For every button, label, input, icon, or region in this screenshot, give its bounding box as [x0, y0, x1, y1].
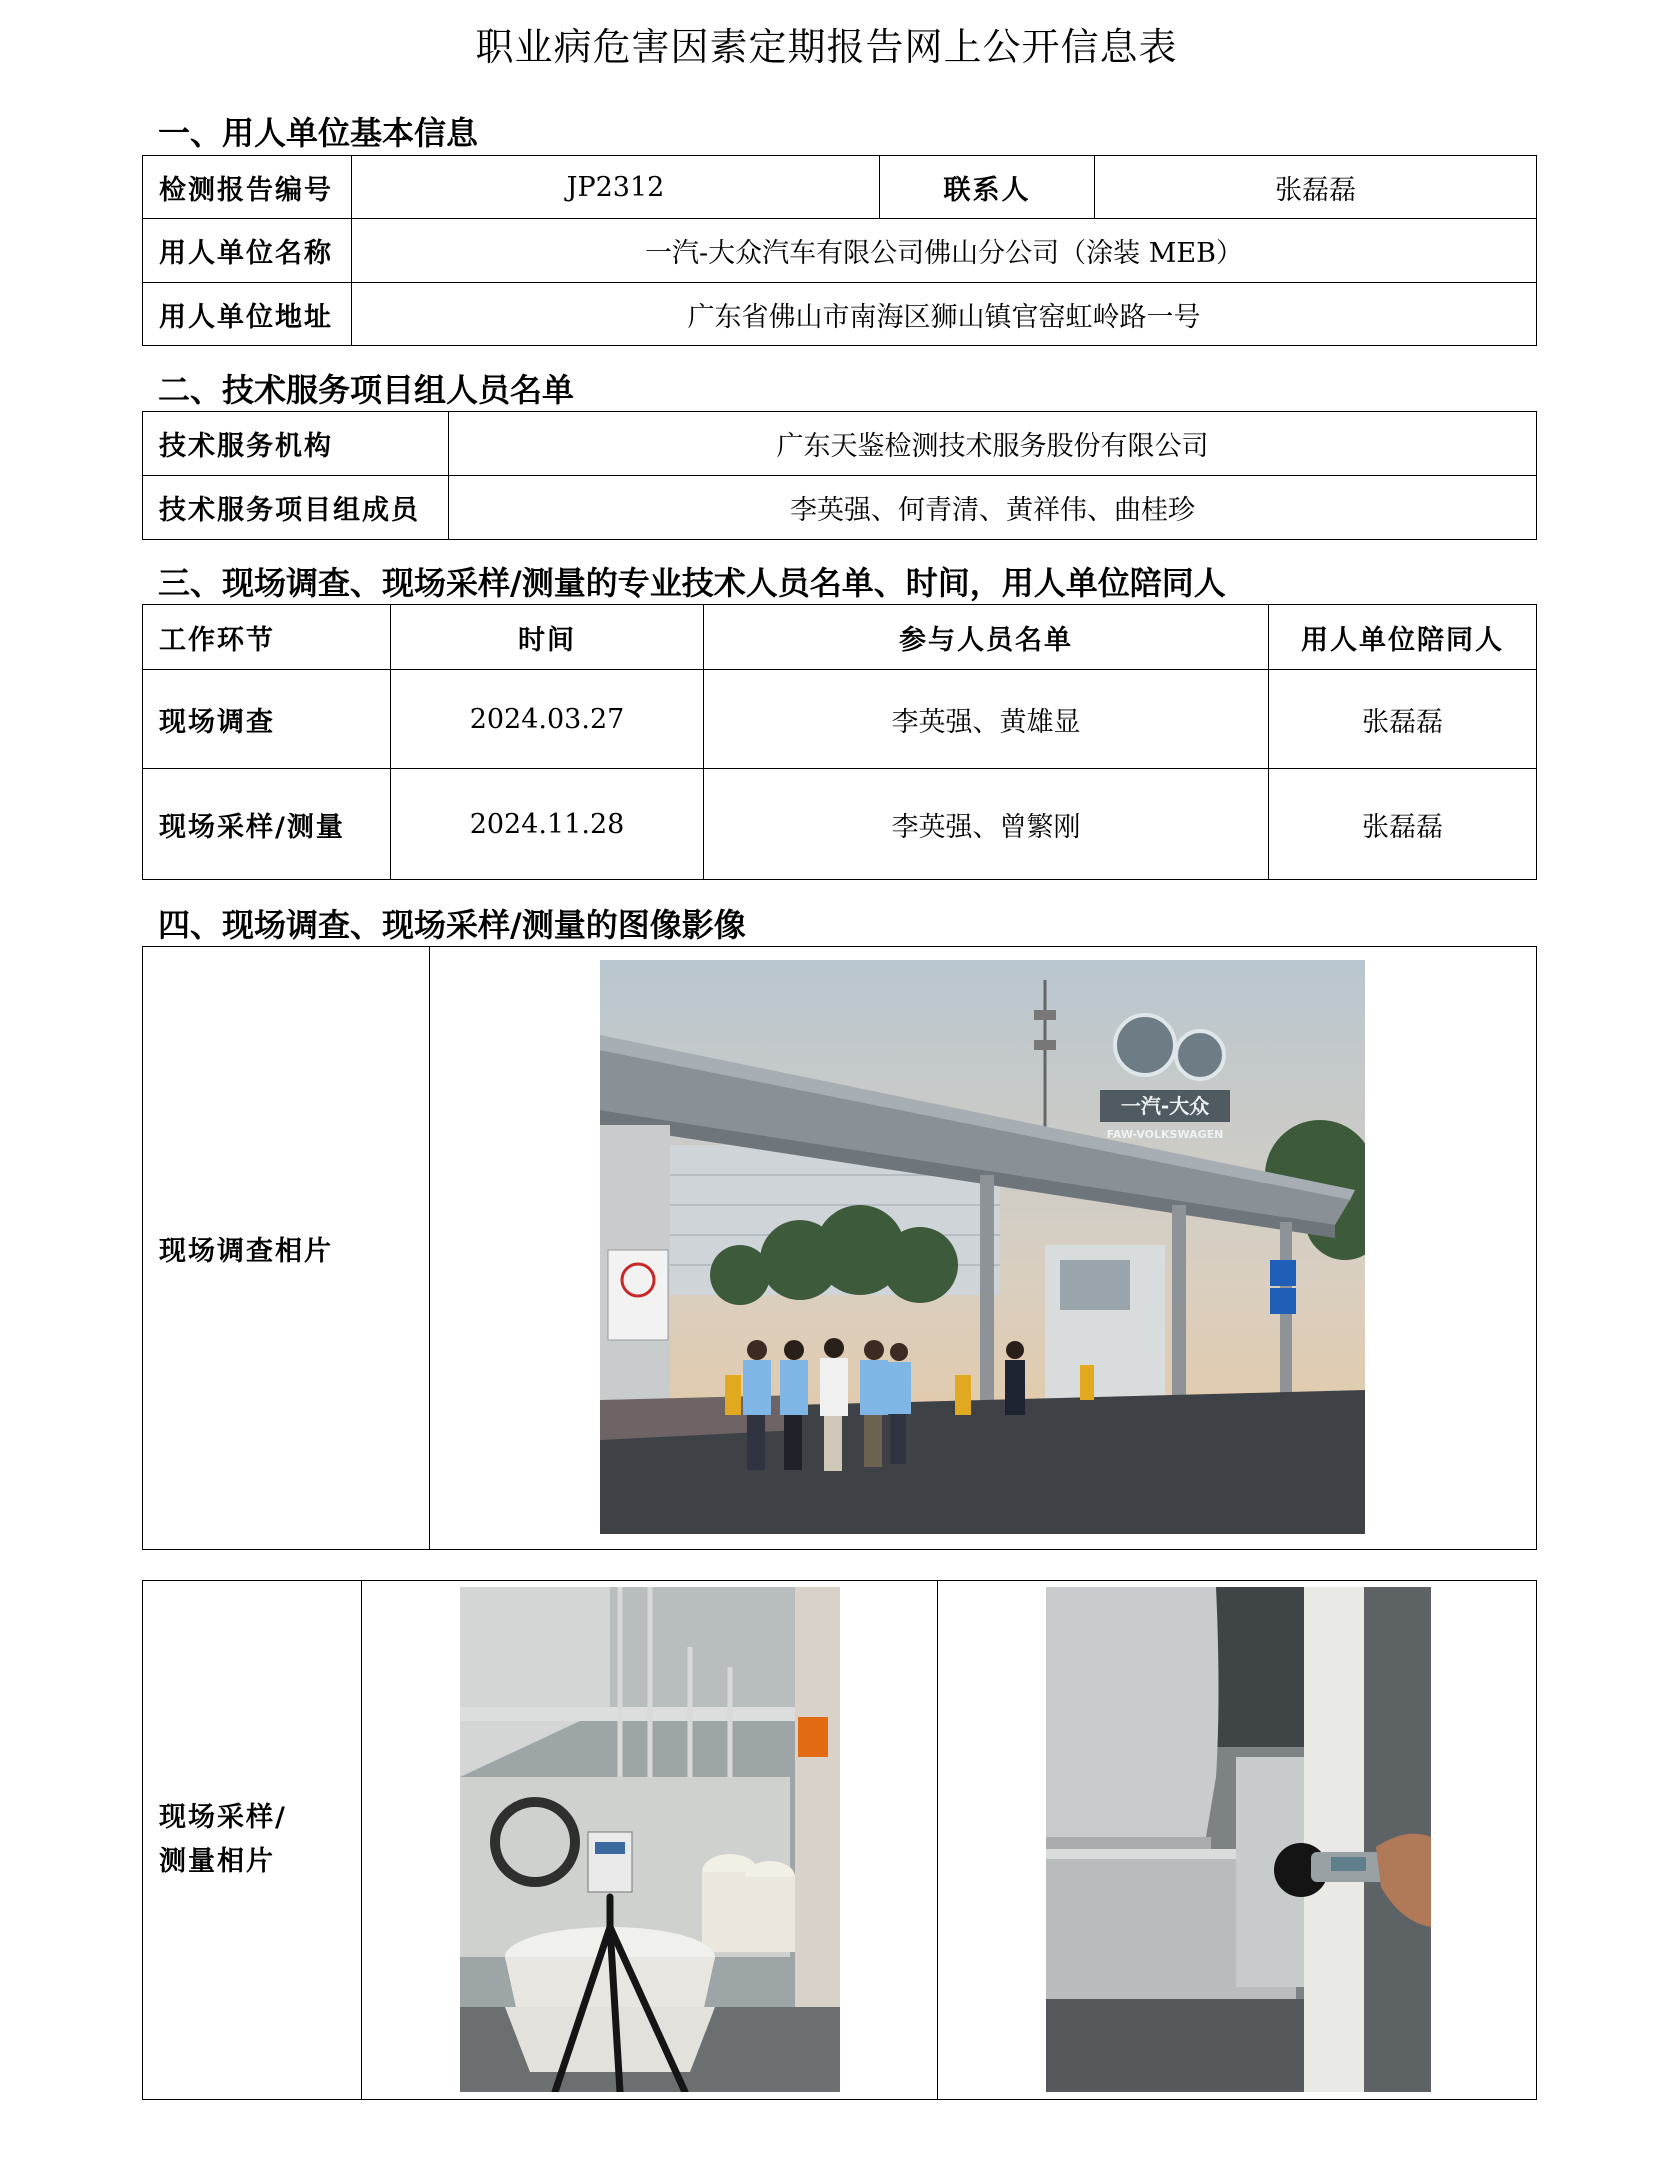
header-staff: 参与人员名单 — [704, 605, 1269, 670]
address-label: 用人单位地址 — [143, 283, 352, 346]
sampling-photo-label-line-2: 测量相片 — [159, 1846, 275, 1877]
section-4-heading: 四、现场调查、现场采样/测量的图像影像 — [158, 906, 746, 944]
sampling-photo-label — [143, 1581, 362, 2100]
header-stage: 工作环节 — [143, 605, 391, 670]
date-cell: 2024.11.28 — [391, 769, 704, 880]
company-label: 用人单位名称 — [143, 219, 352, 283]
stage-cell: 现场调查 — [143, 670, 391, 769]
page-title: 职业病危害因素定期报告网上公开信息表 — [475, 25, 1178, 69]
sampling-photo-label-line-1: 现场采样/ — [159, 1802, 287, 1833]
onsite-staff-table — [142, 604, 1537, 880]
escort-cell: 张磊磊 — [1269, 670, 1537, 769]
survey-photo-label: 现场调查相片 — [143, 947, 430, 1550]
members-value: 李英强、何青清、黄祥伟、曲桂珍 — [449, 476, 1537, 540]
section-1-heading: 一、用人单位基本信息 — [158, 114, 479, 152]
table-row — [143, 769, 1537, 880]
report-no-label: 检测报告编号 — [143, 156, 352, 219]
factory-gate-photo — [600, 960, 1365, 1534]
section-2-heading: 二、技术服务项目组人员名单 — [158, 371, 575, 409]
header-escort: 用人单位陪同人 — [1269, 605, 1537, 670]
members-label: 技术服务项目组成员 — [143, 476, 449, 540]
sampling-tripod-photo — [460, 1587, 840, 2092]
company-value: 一汽-大众汽车有限公司佛山分公司（涂装 MEB） — [352, 219, 1537, 283]
report-no-value: JP2312 — [352, 156, 880, 219]
table-row — [143, 670, 1537, 769]
header-date: 时间 — [391, 605, 704, 670]
section-3-heading: 三、现场调查、现场采样/测量的专业技术人员名单、时间，用人单位陪同人 — [158, 564, 1226, 602]
staff-cell: 李英强、黄雄显 — [704, 670, 1269, 769]
contact-label: 联系人 — [880, 156, 1095, 219]
date-cell: 2024.03.27 — [391, 670, 704, 769]
gate-sign-text: 一汽-大众 — [1120, 1094, 1210, 1118]
service-team-table — [142, 411, 1537, 540]
org-label: 技术服务机构 — [143, 412, 449, 476]
staff-cell: 李英强、曾繁刚 — [704, 769, 1269, 880]
escort-cell: 张磊磊 — [1269, 769, 1537, 880]
gate-sign-sub: FAW-VOLKSWAGEN — [1106, 1128, 1224, 1141]
org-value: 广东天鉴检测技术服务股份有限公司 — [449, 412, 1537, 476]
stage-cell: 现场采样/测量 — [143, 769, 391, 880]
contact-value: 张磊磊 — [1095, 156, 1537, 219]
address-value: 广东省佛山市南海区狮山镇官窑虹岭路一号 — [352, 283, 1537, 346]
noise-measurement-photo — [1046, 1587, 1431, 2092]
basic-info-table — [142, 155, 1537, 346]
